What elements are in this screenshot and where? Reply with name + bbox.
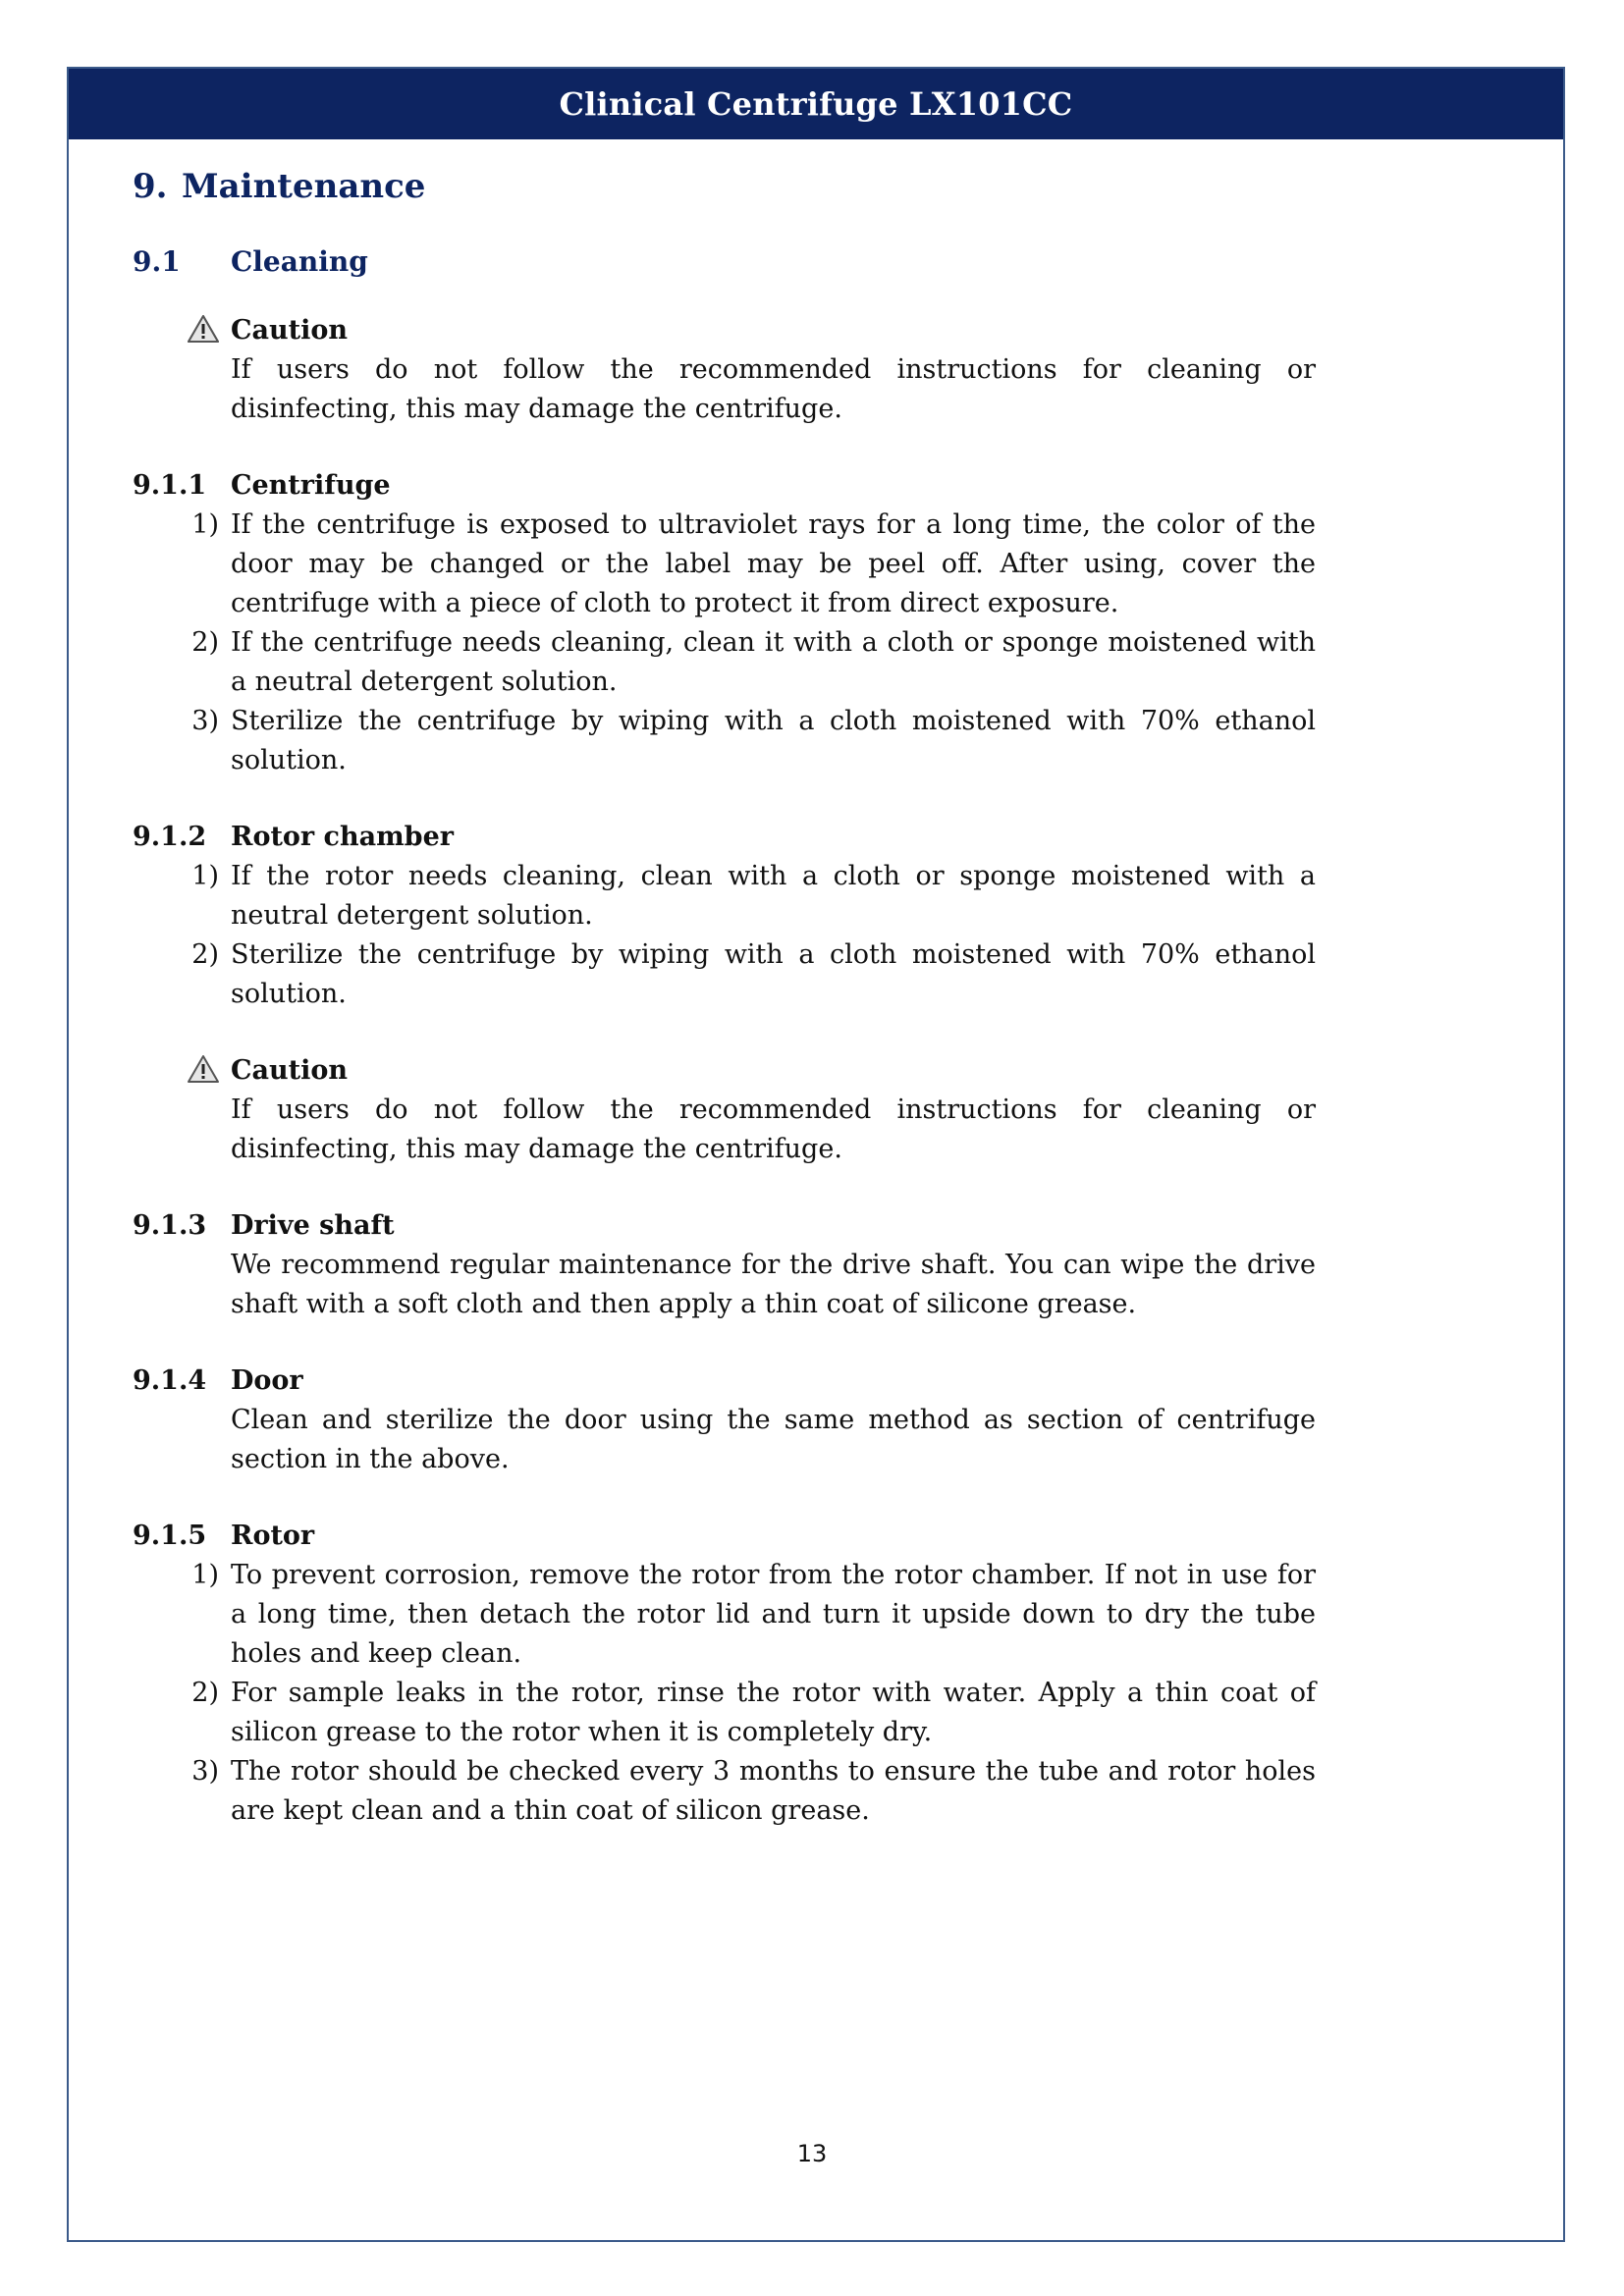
caution-notice: [231, 311, 1438, 429]
section-title: Cleaning: [231, 245, 368, 278]
list-item: [133, 1674, 1438, 1752]
subsection-text: Clean and sterilize the door using the same method as section of centrifuge section in the above.: [231, 1405, 1316, 1474]
list-marker: 3): [191, 706, 219, 736]
caution-title: Caution: [231, 1055, 348, 1086]
list-marker: 1): [191, 509, 219, 540]
caution-notice: [231, 1051, 1438, 1169]
list-marker: 1): [191, 1560, 219, 1590]
list-item: [133, 702, 1438, 780]
subsection-door: [133, 1362, 1438, 1479]
section-heading: [133, 245, 1438, 278]
list-item: [133, 623, 1438, 702]
list-text: To prevent corrosion, remove the rotor from the rotor chamber. If not in use for a long time, then detach the rotor lid and turn it upside down to dry the tube holes and keep clean.: [231, 1560, 1316, 1669]
chapter-heading: [133, 167, 1438, 206]
subsection-rotor-chamber: [133, 818, 1438, 1014]
subsection-title: Rotor: [231, 1521, 315, 1551]
list-marker: 2): [191, 1678, 219, 1708]
subsection-title: Centrifuge: [231, 470, 391, 501]
subsection-heading: [133, 1206, 1438, 1246]
header-bar: [69, 69, 1563, 139]
chapter-title: Maintenance: [182, 167, 426, 206]
warning-triangle-icon: [186, 1053, 221, 1085]
subsection-rotor: [133, 1517, 1438, 1831]
list-item: [133, 857, 1438, 935]
subsection-text: We recommend regular maintenance for the drive shaft. You can wipe the drive shaft with a soft cloth and then apply a thin coat of silicone grease.: [231, 1250, 1316, 1319]
list-text: For sample leaks in the rotor, rinse the rotor with water. Apply a thin coat of silicon grease to the rotor when it is completely dry.: [231, 1678, 1316, 1747]
subsection-centrifuge: [133, 466, 1438, 780]
subsection-title: Drive shaft: [231, 1210, 395, 1241]
subsection-number: 9.1.4: [133, 1365, 207, 1396]
list-marker: 3): [191, 1756, 219, 1787]
list-text: Sterilize the centrifuge by wiping with a cloth moistened with 70% ethanol solution.: [231, 706, 1316, 775]
subsection-heading: [133, 818, 1438, 857]
list-marker: 2): [191, 939, 219, 970]
list-marker: 1): [191, 861, 219, 891]
list-text: If the centrifuge is exposed to ultraviolet rays for a long time, the color of the door may be changed or the label may be peel off. After using, cover the centrifuge with a piece of cloth to protect it from direct exposure.: [231, 509, 1316, 618]
subsection-number: 9.1.2: [133, 822, 207, 852]
subsection-heading: [133, 466, 1438, 506]
subsection-number: 9.1.3: [133, 1210, 207, 1241]
subsection-number: 9.1.1: [133, 470, 207, 501]
list-item: [133, 506, 1438, 623]
caution-text: If users do not follow the recommended instructions for cleaning or disinfecting, this may damage the centrifuge.: [231, 1095, 1316, 1164]
caution-text: If users do not follow the recommended instructions for cleaning or disinfecting, this may damage the centrifuge.: [231, 354, 1316, 424]
page-number: 13: [796, 2140, 828, 2167]
caution-title: Caution: [231, 315, 348, 346]
list-marker: 2): [191, 627, 219, 658]
list-text: The rotor should be checked every 3 months to ensure the tube and rotor holes are kept clean and a thin coat of silicon grease.: [231, 1756, 1316, 1826]
subsection-heading: [133, 1362, 1438, 1401]
chapter-number: 9.: [133, 167, 168, 206]
list-item: [133, 1752, 1438, 1831]
document-title: Clinical Centrifuge LX101CC: [559, 85, 1073, 123]
list-text: If the rotor needs cleaning, clean with a cloth or sponge moistened with a neutral detergent solution.: [231, 861, 1316, 931]
subsection-title: Door: [231, 1365, 303, 1396]
section-number: 9.1: [133, 245, 181, 278]
list-text: If the centrifuge needs cleaning, clean it with a cloth or sponge moistened with a neutral detergent solution.: [231, 627, 1316, 697]
warning-triangle-icon: [186, 313, 221, 345]
subsection-number: 9.1.5: [133, 1521, 207, 1551]
list-text: Sterilize the centrifuge by wiping with a cloth moistened with 70% ethanol solution.: [231, 939, 1316, 1009]
subsection-drive-shaft: [133, 1206, 1438, 1324]
list-item: [133, 1556, 1438, 1674]
page-content: [133, 167, 1438, 1868]
subsection-title: Rotor chamber: [231, 822, 454, 852]
subsection-heading: [133, 1517, 1438, 1556]
list-item: [133, 935, 1438, 1014]
